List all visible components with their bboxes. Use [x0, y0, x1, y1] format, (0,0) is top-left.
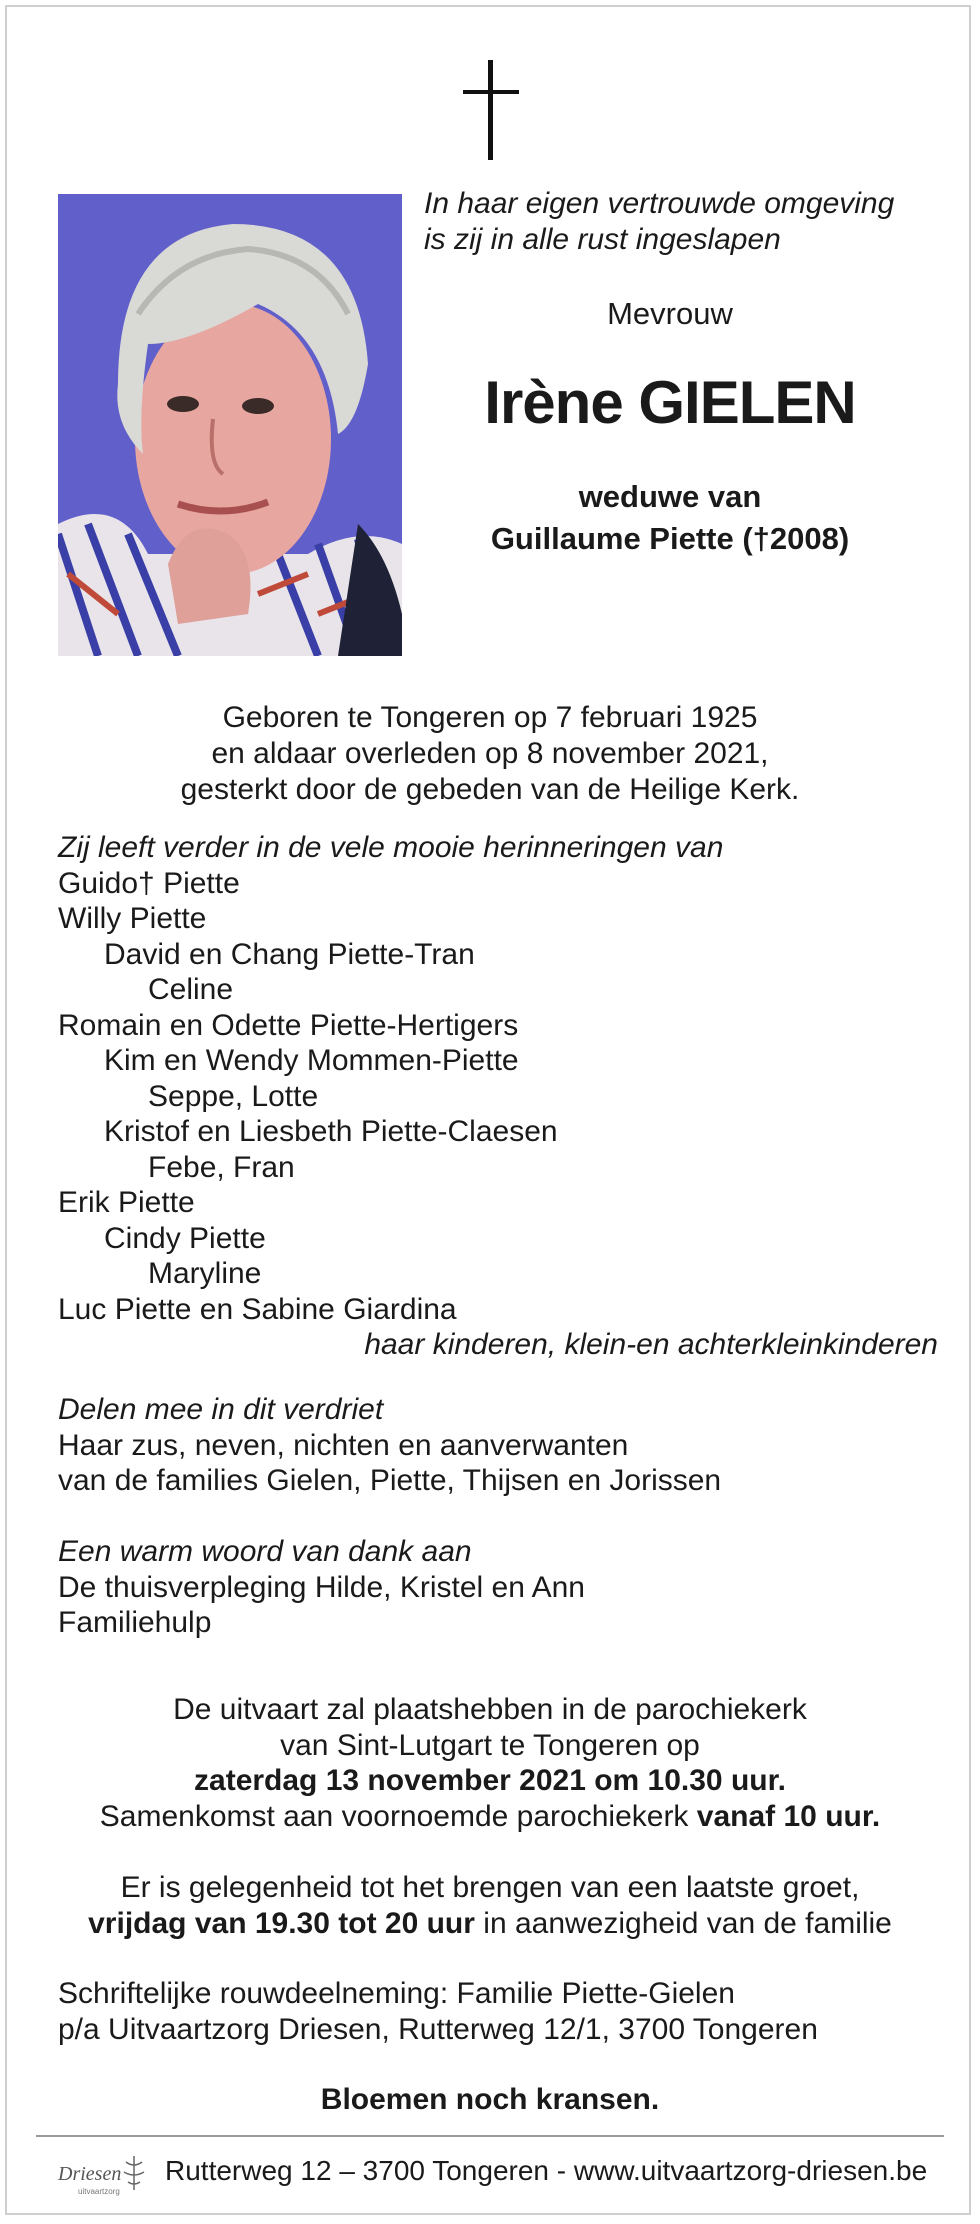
logo-text: Driesen — [58, 2163, 122, 2185]
funeral-line: De uitvaart zal plaatshebben in de parochiekerk — [173, 1693, 807, 1726]
widow-line: weduwe van — [578, 479, 762, 514]
title-prefix: Mevrouw — [607, 296, 733, 331]
family-member: Guido† Piette — [58, 866, 240, 900]
cross-icon — [463, 60, 519, 160]
family-member: Cindy Piette — [104, 1221, 266, 1255]
family-member: Willy Piette — [58, 902, 207, 935]
family-member: David en Chang Piette-Tran — [104, 937, 475, 971]
funeral-date: zaterdag 13 november 2021 om 10.30 uur. — [194, 1764, 786, 1797]
footer-address: Rutterweg 12 – 3700 Tongeren - www.uitvaartzorg-driesen.be — [165, 2155, 928, 2186]
logo-subtext: uitvaartzorg — [78, 2187, 120, 2196]
gathering-text: Samenkomst aan voornoemde parochiekerk — [99, 1799, 689, 1833]
family-member: Kristof en Liesbeth Piette-Claesen — [104, 1115, 558, 1148]
family-list — [58, 830, 938, 1363]
intro-line: is zij in alle rust ingeslapen — [424, 223, 781, 256]
family-member: Seppe, Lotte — [148, 1079, 319, 1113]
church-line: gesterkt door de gebeden van de Heilige Kerk. — [180, 773, 800, 806]
intro-line: In haar eigen vertrouwde omgeving — [424, 187, 895, 220]
driesen-logo — [56, 2146, 148, 2202]
condolence-info — [58, 1976, 938, 2047]
funeral-line: van Sint-Lutgart te Tongeren op — [280, 1728, 700, 1762]
thanks-line: Familiehulp — [58, 1606, 212, 1639]
family-member: Kim en Wendy Mommen-Piette — [104, 1044, 519, 1077]
sharing-line: Haar zus, neven, nichten en aanverwanten — [58, 1428, 629, 1462]
family-member: Febe, Fran — [148, 1150, 295, 1184]
family-member: Luc Piette en Sabine Giardina — [58, 1292, 457, 1326]
flowers-text: Bloemen noch kransen. — [320, 2083, 660, 2116]
intro-text — [424, 186, 894, 258]
farewell-time: vrijdag van 19.30 tot 20 uur — [88, 1906, 475, 1940]
family-member: Maryline — [148, 1257, 262, 1290]
farewell-rest: in aanwezigheid van de familie — [483, 1906, 892, 1940]
thanks-section — [58, 1534, 938, 1641]
funeral-info — [0, 1692, 980, 1834]
sharing-section — [58, 1392, 938, 1499]
sharing-line: van de families Gielen, Piette, Thijsen en Jorissen — [58, 1464, 722, 1497]
widow-of — [410, 476, 930, 560]
family-member: Erik Piette — [58, 1186, 195, 1219]
birth-death-info — [0, 700, 980, 808]
birth-line: Geboren te Tongeren op 7 februari 1925 — [222, 701, 758, 734]
death-line: en aldaar overleden op 8 november 2021, — [211, 737, 769, 770]
farewell-info — [0, 1870, 980, 1941]
condolence-line: Schriftelijke rouwdeelneming: Familie Piette-Gielen — [58, 1977, 735, 2010]
family-heading: Zij leeft verder in de vele mooie herinneringen van — [58, 831, 724, 864]
family-caption: haar kinderen, klein-en achterkleinkinderen — [364, 1328, 938, 1361]
spouse-name: Guillaume Piette (†2008) — [490, 521, 850, 556]
portrait-photo — [58, 194, 402, 656]
condolence-address: p/a Uitvaartzorg Driesen, Rutterweg 12/1, 3700 Tongeren — [58, 2012, 818, 2046]
thanks-heading: Een warm woord van dank aan — [58, 1535, 472, 1568]
family-member: Romain en Odette Piette-Hertigers — [58, 1008, 519, 1042]
deceased-name: Irène GIELEN — [484, 369, 856, 436]
farewell-line: Er is gelegenheid tot het brengen van een laatste groet, — [120, 1871, 860, 1904]
footer-divider — [36, 2135, 944, 2137]
gathering-time: vanaf 10 uur. — [696, 1799, 881, 1833]
sharing-heading: Delen mee in dit verdriet — [58, 1393, 384, 1426]
thanks-line: De thuisverpleging Hilde, Kristel en Ann — [58, 1570, 585, 1604]
flowers-note — [0, 2082, 980, 2118]
family-member: Celine — [148, 973, 234, 1006]
